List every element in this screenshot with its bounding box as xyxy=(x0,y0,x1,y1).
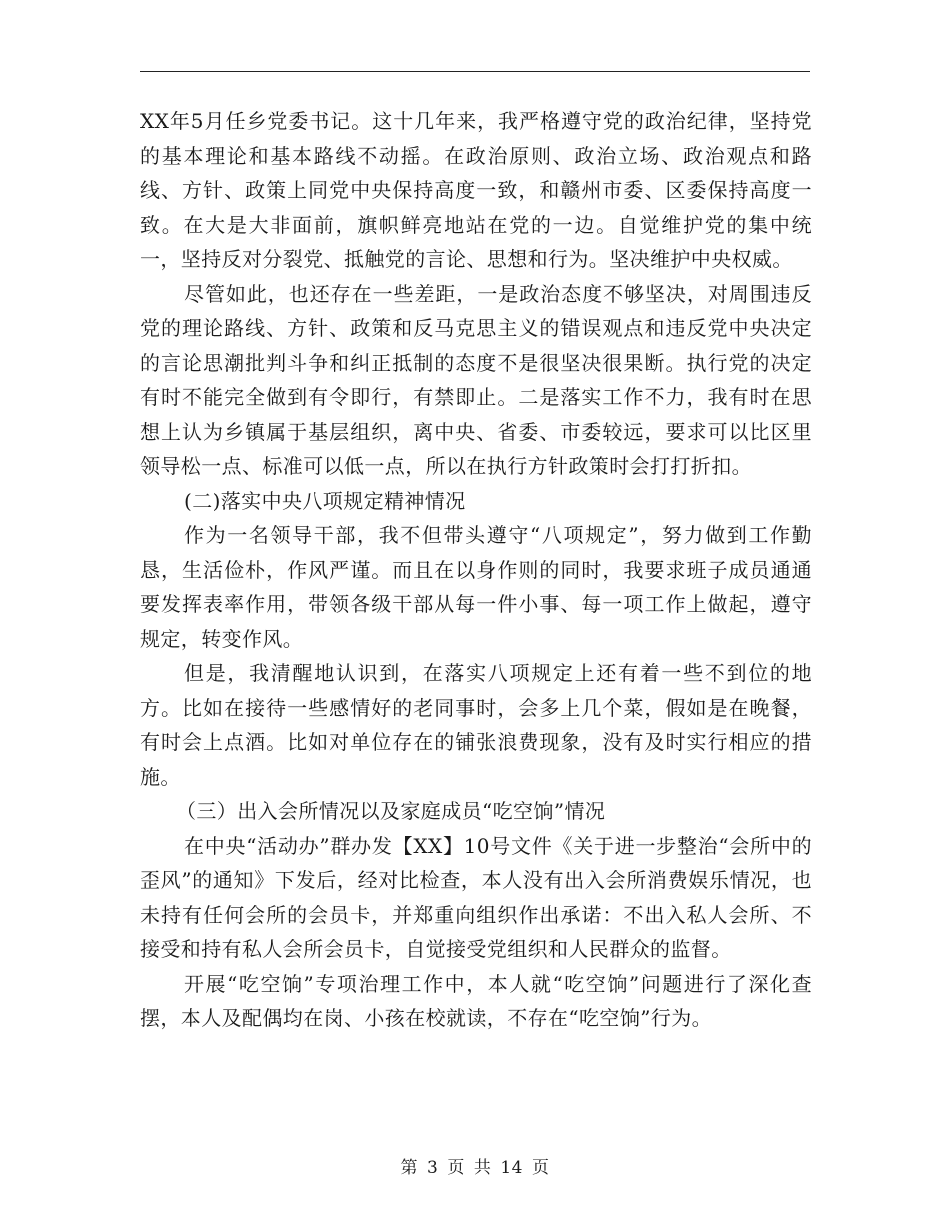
header-rule xyxy=(140,71,810,72)
paragraph-2: 尽管如此，也还存在一些差距，一是政治态度不够坚决，对周围违反党的理论路线、方针、政策和反马克思主义的错误观点和违反党中央决定的言论思潮批判斗争和纠正抵制的态度不是很坚决很果断。执行党的决定有时不能完全做到有令即行，有禁即止。二是落实工作不力，我有时在思想上认为乡镇属于基层组织，离中央、省委、市委较远，要求可以比区里领导松一点、标准可以低一点，所以在执行方针政策时会打打折扣。 xyxy=(140,281,812,478)
footer-total-prefix: 共 xyxy=(473,1158,492,1178)
paragraph-4: 但是，我清醒地认识到，在落实八项规定上还有着一些不到位的地方。比如在接待一些感情好的老同事时，会多上几个菜，假如是在晚餐，有时会上点酒。比如对单位存在的铺张浪费现象，没有及时实行相应的措施。 xyxy=(140,661,812,789)
footer-total-unit: 页 xyxy=(531,1158,550,1178)
section-heading-2: (二)落实中央八项规定精神情况 xyxy=(184,488,466,513)
page-footer xyxy=(0,1153,950,1178)
paragraph-5: 在中央“活动办”群办发【XX】10号文件《关于进一步整治“会所中的歪风”的通知》下发后，经对比检查，本人没有出入会所消费娱乐情况，也未持有任何会所的会员卡，并郑重向组织作出承诺：不出入私人会所、不接受和持有私人会所会员卡，自觉接受党组织和人民群众的监督。 xyxy=(140,833,812,961)
section-heading-3: （三）出入会所情况以及家庭成员“吃空饷”情况 xyxy=(176,799,606,823)
footer-page-unit: 页 xyxy=(447,1158,465,1178)
footer-total-pages: 14 xyxy=(500,1158,523,1178)
paragraph-6: 开展“吃空饷”专项治理工作中，本人就“吃空饷”问题进行了深化查摆，本人及配偶均在岗、小孩在校就读，不存在“吃空饷”行为。 xyxy=(140,971,812,1030)
paragraph-3: 作为一名领导干部，我不但带头遵守“八项规定”，努力做到工作勤恳，生活俭朴，作风严谨。而且在以身作则的同时，我要求班子成员通通要发挥表率作用，带领各级干部从每一件小事、每一项工作上做起，遵守规定，转变作风。 xyxy=(140,523,812,651)
footer-page-number: 3 xyxy=(427,1158,439,1178)
paragraph-1: XX年5月任乡党委书记。这十几年来，我严格遵守党的政治纪律，坚持党的基本理论和基本路线不动摇。在政治原则、政治立场、政治观点和路线、方针、政策上同党中央保持高度一致，和赣州市委、区委保持高度一致。在大是大非面前，旗帜鲜亮地站在党的一边。自觉维护党的集中统一，坚持反对分裂党、抵触党的言论、思想和行为。坚决维护中央权威。 xyxy=(140,109,812,271)
document-body xyxy=(140,104,812,1036)
footer-prefix: 第 xyxy=(400,1158,419,1178)
